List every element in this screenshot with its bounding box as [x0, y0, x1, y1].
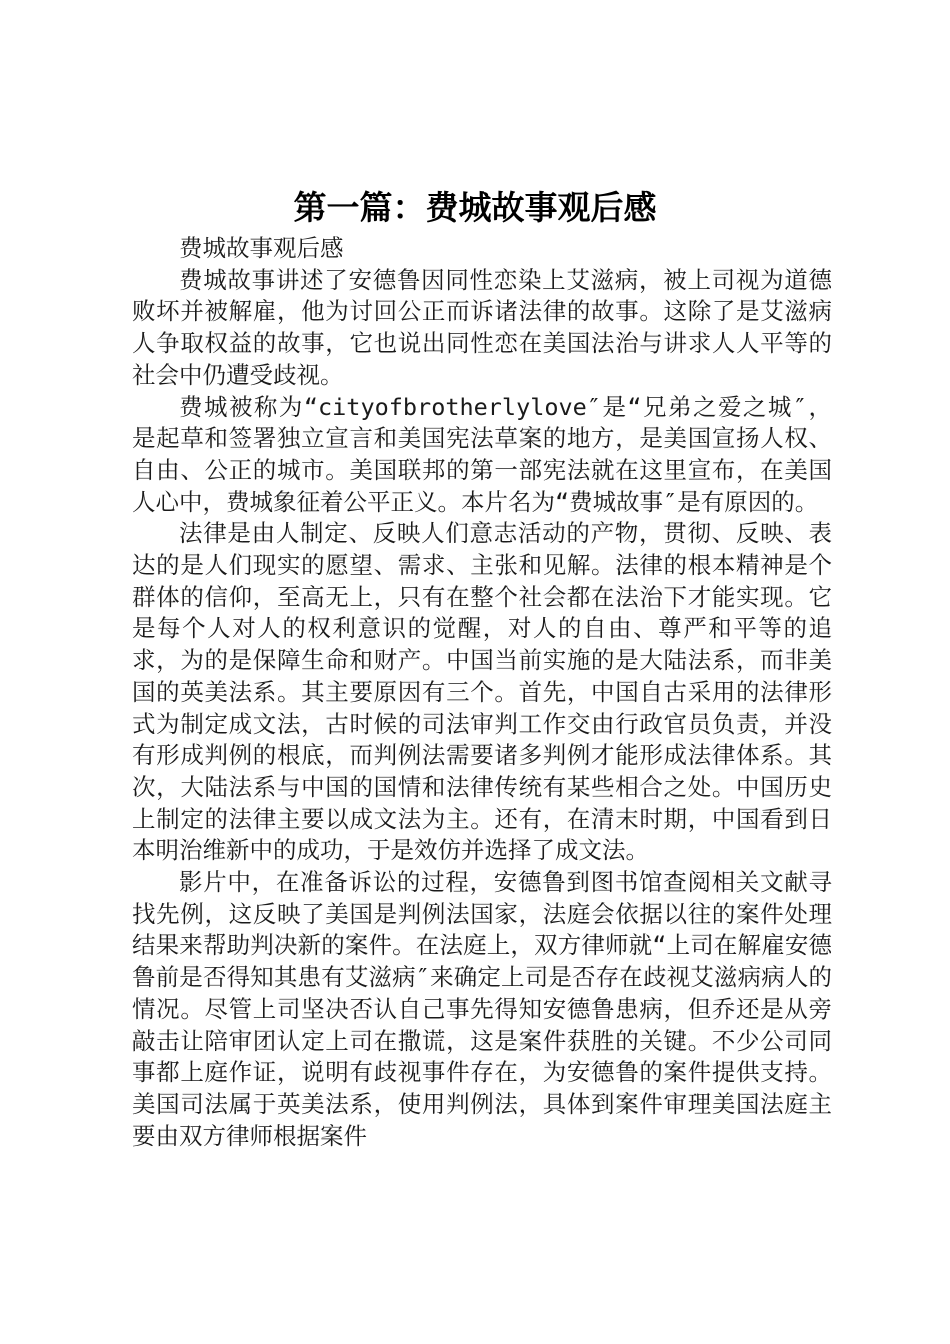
paragraph-subtitle: 费城故事观后感	[179, 234, 344, 262]
document-title: 第一篇：费城故事观后感	[293, 188, 657, 227]
paragraph: 影片中，在准备诉讼的过程，安德鲁到图书馆查阅相关文献寻找先例，这反映了美国是判例法国家，法庭会依据以往的案件处理结果来帮助判决新的案件。在法庭上，双方律师就“上司在解雇安德鲁前是否得知其患有艾滋病″来确定上司是否存在歧视艾滋病病人的情况。尽管上司坚决否认自己事先得知安德鲁患病，但乔还是从旁敲击让陪审团认定上司在撒谎，这是案件获胜的关键。不少公司同事都上庭作证，说明有歧视事件存在，为安德鲁的案件提供支持。美国司法属于英美法系，使用判例法，具体到案件审理美国法庭主要由双方律师根据案件	[132, 868, 832, 1150]
paragraph: 法律是由人制定、反映人们意志活动的产物，贯彻、反映、表达的是人们现实的愿望、需求、主张和见解。法律的根本精神是个群体的信仰，至高无上，只有在整个社会都在法治下才能实现。它是每个人对人的权利意识的觉醒，对人的自由、尊严和平等的追求，为的是保障生命和财产。中国当前实施的是大陆法系，而非美国的英美法系。其主要原因有三个。首先，中国自古采用的法律形式为制定成文法，古时候的司法审判工作交由行政官员负责，并没有形成判例的根底，而判例法需要诸多判例才能形成法律体系。其次，大陆法系与中国的国情和法律传统有某些相合之处。中国历史上制定的法律主要以成文法为主。还有，在清末时期，中国看到日本明治维新中的成功，于是效仿并选择了成文法。	[132, 519, 832, 865]
paragraph: 费城被称为“cityofbrotherlylove″是“兄弟之爱之城″，是起草和签署独立宣言和美国宪法草案的地方，是美国宣扬人权、自由、公正的城市。美国联邦的第一部宪法就在这里宣布，在美国人心中，费城象征着公平正义。本片名为“费城故事″是有原因的。	[132, 392, 832, 516]
document-body	[132, 233, 832, 1152]
paragraph: 费城故事讲述了安德鲁因同性恋染上艾滋病，被上司视为道德败坏并被解雇，他为讨回公正而诉诸法律的故事。这除了是艾滋病人争取权益的故事，它也说出同性恋在美国法治与讲求人人平等的社会中仍遭受歧视。	[132, 265, 832, 389]
